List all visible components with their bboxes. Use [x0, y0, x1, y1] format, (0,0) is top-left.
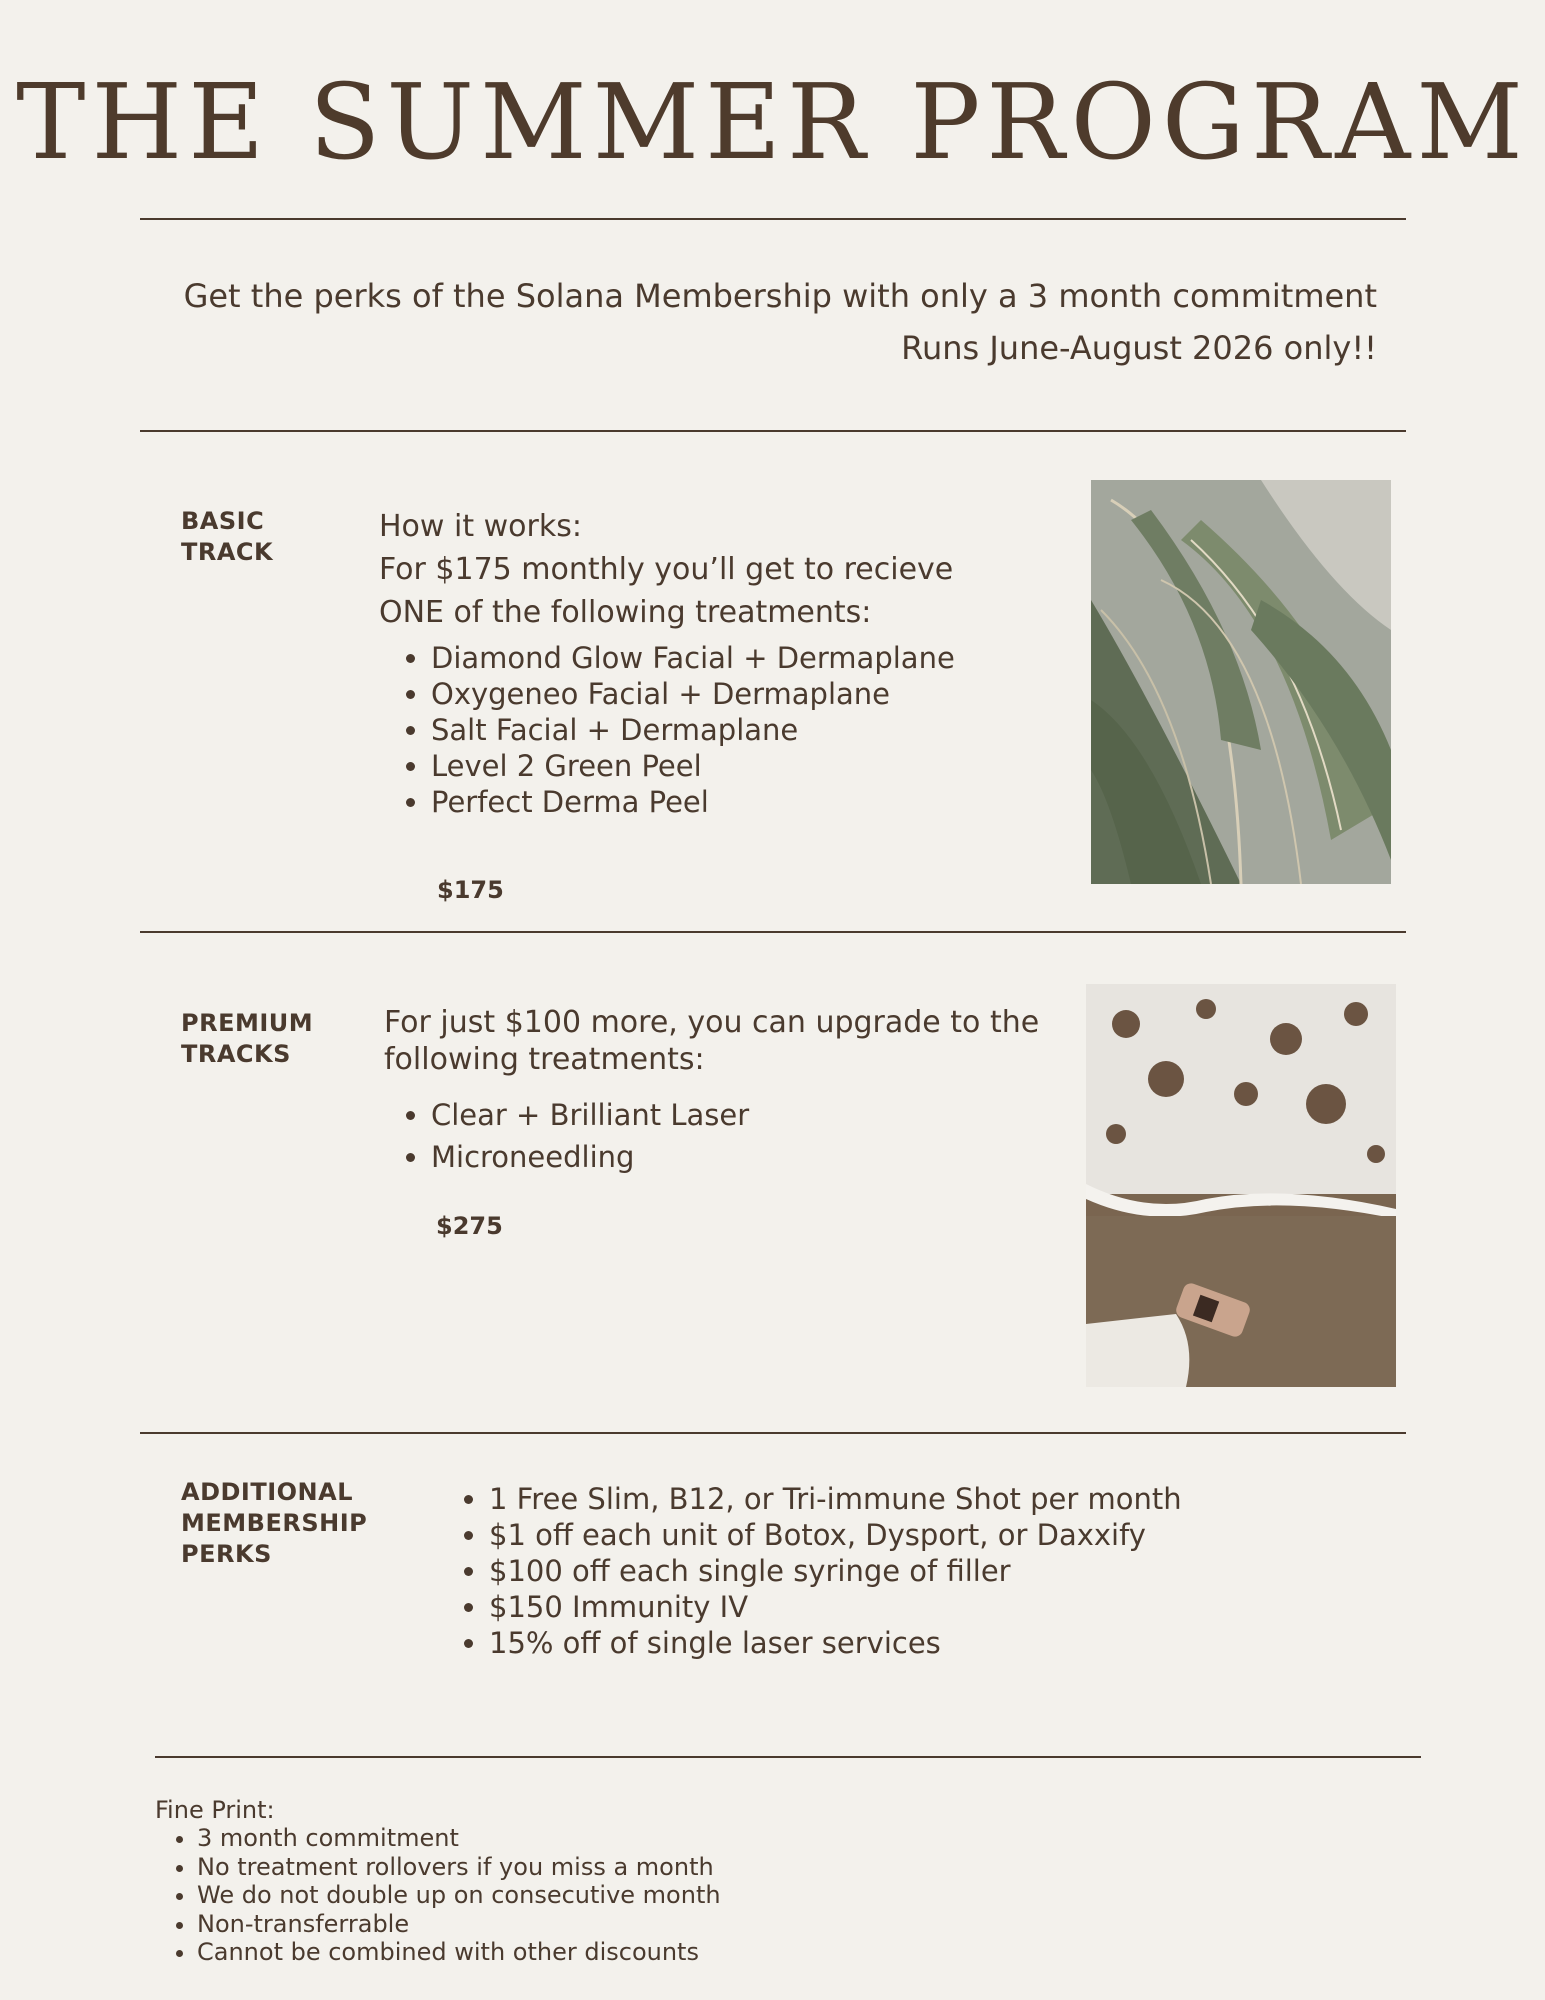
label-line: TRACKS [181, 1040, 291, 1068]
list-item: • Perfect Derma Peel [431, 784, 955, 820]
label-line: MEMBERSHIP [181, 1509, 368, 1537]
list-item: • $1 off each unit of Botox, Dysport, or Daxxify [489, 1517, 1182, 1553]
fine-print-list [155, 1824, 721, 1967]
additional-perks-label [181, 1477, 367, 1570]
basic-track-label [181, 506, 273, 568]
basic-treatment-list [379, 640, 955, 820]
list-item: • 3 month commitment [197, 1824, 721, 1853]
list-item: • Diamond Glow Facial + Dermaplane [431, 640, 955, 676]
label-line: PREMIUM [181, 1009, 314, 1037]
intro-line-1: Get the perks of the Solana Membership with only a 3 month commitment [183, 277, 1377, 315]
premium-tracks-description [384, 1004, 1039, 1078]
divider [140, 931, 1406, 933]
palm-leaves-image [1091, 480, 1391, 884]
beach-wave-image [1086, 984, 1396, 1387]
list-item: • 1 Free Slim, B12, or Tri-immune Shot per month [489, 1481, 1182, 1517]
intro-line-2: Runs June-August 2026 only!! [901, 329, 1377, 367]
divider [140, 430, 1406, 432]
intro-text [127, 270, 1377, 374]
list-item: • We do not double up on consecutive month [197, 1881, 721, 1910]
label-line: PERKS [181, 1540, 272, 1568]
page-title: THE SUMMER PROGRAM [16, 61, 1529, 183]
fine-print [155, 1796, 721, 1967]
label-line: TRACK [181, 538, 274, 566]
basic-track-description [379, 505, 953, 634]
description-line: How it works: [379, 509, 582, 544]
label-line: ADDITIONAL [181, 1478, 354, 1506]
premium-price: $275 [436, 1212, 503, 1240]
list-item: • Clear + Brilliant Laser [431, 1094, 749, 1136]
premium-tracks-label [181, 1008, 313, 1070]
divider [155, 1756, 1421, 1758]
list-item: • Microneedling [431, 1136, 749, 1178]
description-line: following treatments: [384, 1042, 705, 1077]
description-line: ONE of the following treatments: [379, 595, 872, 630]
divider [140, 1432, 1406, 1434]
list-item: • Cannot be combined with other discounts [197, 1938, 721, 1967]
fine-print-heading: Fine Print: [155, 1796, 275, 1824]
list-item: • No treatment rollovers if you miss a month [197, 1853, 721, 1882]
perks-list [437, 1481, 1182, 1661]
description-line: For just $100 more, you can upgrade to the [384, 1005, 1040, 1040]
list-item: • $100 off each single syringe of filler [489, 1553, 1182, 1589]
list-item: • Level 2 Green Peel [431, 748, 955, 784]
list-item: • Non-transferrable [197, 1910, 721, 1939]
label-line: BASIC [181, 507, 265, 535]
divider [140, 218, 1406, 220]
list-item: • Salt Facial + Dermaplane [431, 712, 955, 748]
list-item: • Oxygeneo Facial + Dermaplane [431, 676, 955, 712]
description-line: For $175 monthly you’ll get to recieve [379, 552, 954, 587]
list-item: • $150 Immunity IV [489, 1589, 1182, 1625]
premium-treatment-list [379, 1094, 749, 1178]
list-item: • 15% off of single laser services [489, 1625, 1182, 1661]
basic-price: $175 [437, 876, 504, 904]
